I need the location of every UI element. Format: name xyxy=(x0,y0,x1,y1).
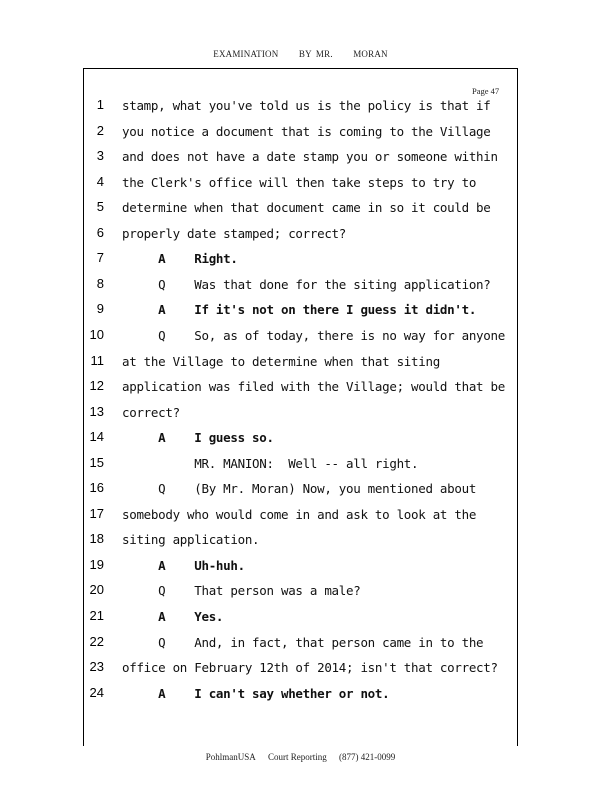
line-text: properly date stamped; correct? xyxy=(122,225,346,241)
transcript-line xyxy=(0,506,601,531)
footer-phone: (877) 421-0099 xyxy=(339,752,396,762)
header-examiner: MORAN xyxy=(353,49,388,59)
line-number: 10 xyxy=(89,326,104,342)
transcript-line xyxy=(0,685,601,710)
header-by: BY MR. xyxy=(298,49,333,59)
line-number: 18 xyxy=(89,531,104,547)
line-number: 17 xyxy=(89,505,104,521)
line-number: 12 xyxy=(89,378,104,394)
line-number: 16 xyxy=(89,480,104,496)
transcript-line xyxy=(0,634,601,659)
line-number: 13 xyxy=(89,403,104,419)
line-number: 23 xyxy=(89,659,104,675)
page-header xyxy=(0,49,601,59)
line-text: A Yes. xyxy=(122,609,224,624)
transcript-line xyxy=(0,97,601,122)
line-number: 2 xyxy=(96,122,104,138)
line-text: office on February 12th of 2014; isn't that correct? xyxy=(122,660,498,676)
transcript-line xyxy=(0,404,601,429)
header-section: EXAMINATION xyxy=(213,49,279,59)
line-text: A I can't say whether or not. xyxy=(122,685,390,701)
transcript-line xyxy=(0,225,601,250)
line-text: you notice a document that is coming to the Village xyxy=(122,123,491,139)
line-text: Q That person was a male? xyxy=(122,583,361,599)
line-number: 24 xyxy=(89,684,104,700)
line-number: 8 xyxy=(96,275,104,291)
line-number: 21 xyxy=(89,608,104,623)
line-number: 11 xyxy=(90,352,104,368)
transcript-line xyxy=(0,429,601,454)
transcript-line xyxy=(0,174,601,199)
line-text: A Uh-huh. xyxy=(122,557,245,573)
line-number: 22 xyxy=(89,633,104,649)
transcript-line xyxy=(0,582,601,607)
line-text: MR. MANION: Well -- all right. xyxy=(122,455,419,471)
line-text: A If it's not on there I guess it didn't. xyxy=(122,302,477,318)
transcript-line xyxy=(0,148,601,173)
line-number: 1 xyxy=(96,97,104,112)
footer-company: PohlmanUSA xyxy=(205,752,256,762)
transcript-line xyxy=(0,301,601,326)
transcript-line xyxy=(0,199,601,224)
line-number: 19 xyxy=(89,556,104,572)
transcript-line xyxy=(0,557,601,582)
line-text: stamp, what you've told us is the policy is that if xyxy=(122,98,491,113)
line-number: 15 xyxy=(89,454,104,470)
line-text: correct? xyxy=(122,404,180,420)
line-number: 9 xyxy=(96,301,104,317)
line-text: Q (By Mr. Moran) Now, you mentioned about xyxy=(122,481,477,497)
line-text: application was filed with the Village; would that be xyxy=(122,379,505,395)
line-number: 6 xyxy=(96,224,104,240)
line-number: 7 xyxy=(96,250,104,266)
line-text: A Right. xyxy=(122,251,238,267)
line-text: somebody who would come in and ask to look at the xyxy=(122,506,477,522)
transcript-line xyxy=(0,659,601,684)
transcript-line xyxy=(0,276,601,301)
line-text: Q And, in fact, that person came in to the xyxy=(122,634,484,650)
page-footer xyxy=(0,752,601,762)
transcript-line xyxy=(0,480,601,505)
line-number: 14 xyxy=(89,429,104,445)
transcript-line xyxy=(0,378,601,403)
line-number: 3 xyxy=(96,148,104,164)
line-text: determine when that document came in so it could be xyxy=(122,200,491,216)
line-number: 20 xyxy=(89,582,104,598)
transcript-line xyxy=(0,531,601,556)
line-text: Q So, as of today, there is no way for anyone xyxy=(122,327,505,343)
line-text: at the Village to determine when that siting xyxy=(122,353,440,369)
line-text: Q Was that done for the siting application? xyxy=(122,276,491,292)
line-text: and does not have a date stamp you or someone within xyxy=(122,149,498,165)
transcript-line xyxy=(0,455,601,480)
page-number: Page 47 xyxy=(472,86,500,96)
transcript-line xyxy=(0,123,601,148)
line-text: siting application. xyxy=(122,532,260,548)
line-text: the Clerk's office will then take steps to try to xyxy=(122,174,477,190)
line-number: 5 xyxy=(96,199,104,215)
line-text: A I guess so. xyxy=(122,430,274,446)
line-number: 4 xyxy=(96,173,104,189)
footer-service: Court Reporting xyxy=(268,752,327,762)
transcript-line xyxy=(0,250,601,275)
transcript-line xyxy=(0,353,601,378)
transcript-line xyxy=(0,608,601,633)
transcript-line xyxy=(0,327,601,352)
